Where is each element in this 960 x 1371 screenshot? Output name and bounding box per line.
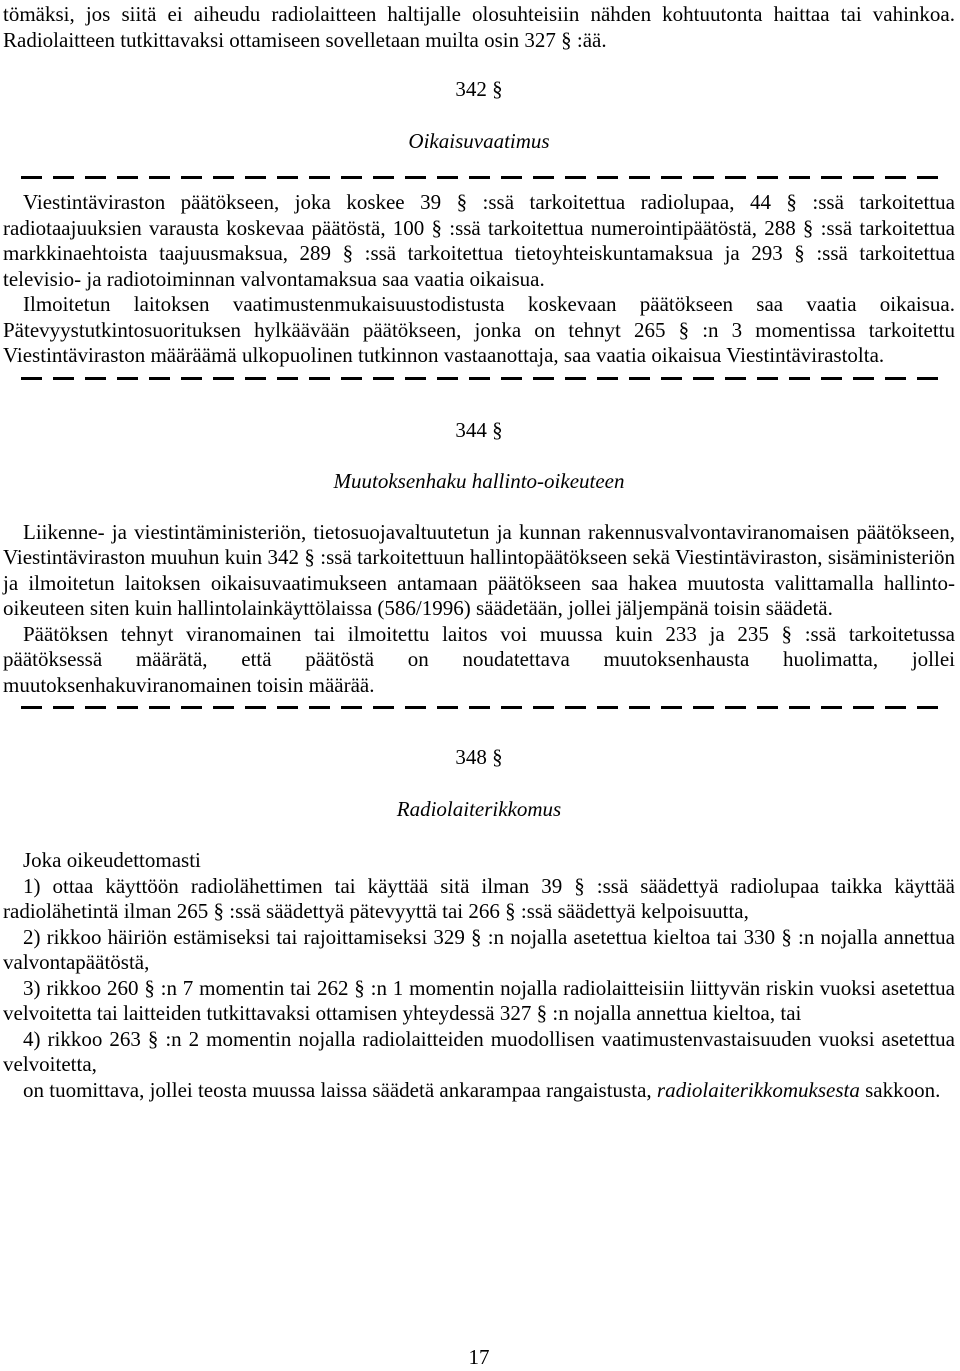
section-344-title: Muutoksenhaku hallinto-oikeuteen [333, 469, 625, 493]
section-342-paragraph-2: Ilmoitetun laitoksen vaatimustenmukaisuustodistusta koskevaan päätökseen saa vaatia oikaisua. Pätevyystutkintosuorituksen hylkäävään päätökseen, jonka on tehnyt 265 § :n 3 momentissa tarkoitettu Viestintäviraston määräämä ulkopuolinen tutkinnon vastaanottaja, saa vaatia oikaisua Viestintävirastolta. [3, 292, 955, 367]
section-342-title: Oikaisuvaatimus [408, 128, 550, 153]
page-number: 17 [468, 1345, 490, 1369]
section-348-title: Radiolaiterikkomus [396, 796, 562, 821]
section-344-number: 344 § [455, 417, 503, 442]
dashed-divider [21, 706, 949, 709]
closing-text: on tuomittava, jollei teosta muussa laissa säädetä ankarampaa rangaistusta, [23, 1077, 652, 1102]
section-348-number: 348 § [455, 745, 503, 769]
section-348-lead: Joka oikeudettomasti [23, 848, 201, 872]
section-342-number: 342 § [455, 77, 503, 101]
section-344-paragraph-1: Liikenne- ja viestintäministeriön, tietosuojavaltuutetun ja kunnan rakennusvalvontaviranomaisen päätökseen, Viestintäviraston muuhun kuin 342 § :ssä tarkoitettuun hallintopäätökseen sekä Viestintäviraston, sisäministeriön ja ilmoitetun laitoksen oikaisuvaatimukseen antamaan päätökseen saa hakea muutosta valittamalla hallinto-oikeuteen siten kuin hallintolainkäyttölaissa (586/1996) säädetään, jollei jäljempänä toisin säädetä. [3, 519, 955, 620]
list-item: 2) rikkoo häiriön estämiseksi tai rajoittamiseksi 329 § :n nojalla asetettua kieltoa tai 330 § :n nojalla annettua valvontapäätöstä, [3, 924, 955, 974]
dashed-divider [21, 176, 949, 179]
list-item: 4) rikkoo 263 § :n 2 momentin nojalla radiolaitteiden muodollisen vaatimustenvastaisuuden vuoksi asetettua velvoitetta, [3, 1026, 955, 1076]
intro-paragraph: tömäksi, jos siitä ei aiheudu radiolaitteen haltijalle olosuhteisiin nähden kohtuutonta haittaa tai vahinkoa. Radiolaitteen tutkittavaksi ottamiseen sovelletaan muilta osin 327 § :ää. [3, 2, 955, 52]
dashed-divider [21, 377, 949, 380]
section-344-paragraph-2: Päätöksen tehnyt viranomainen tai ilmoitettu laitos voi muussa kuin 233 ja 235 § :ssä tarkoitetussa päätöksessä määrätä, että päätöstä on noudatettava muutoksenhausta huolimatta, jollei muutoksenhakuviranomainen toisin määrää. [3, 621, 955, 697]
document-page [3, 2, 955, 1367]
closing-text-end: sakkoon. [865, 1077, 941, 1102]
offense-term: radiolaiterikkomuksesta [656, 1077, 860, 1102]
section-342-paragraph-1: Viestintäviraston päätökseen, joka koskee 39 § :ssä tarkoitettua radiolupaa, 44 § :ssä tarkoitettua radiotaajuuksien varausta koskevaa päätöstä, 100 § :ssä tarkoitettua numerointipäätöstä, 288 § :ssä tarkoitettua markkinaehtoista taajuusmaksua, 289 § :ssä tarkoitettua tietoyhteiskuntamaksua ja 293 § :ssä tarkoitettua televisio- ja radiotoiminnan valvontamaksua saa vaatia oikaisua. [3, 190, 955, 291]
list-item: 3) rikkoo 260 § :n 7 momentin tai 262 § :n 1 momentin nojalla radiolaitteisiin liittyvän riskin vuoksi asetettua velvoitetta tai laitteiden tutkittavaksi ottamisen yhteydessä 327 § :n nojalla annettua kieltoa, tai [3, 975, 955, 1025]
list-item: 1) ottaa käyttöön radiolähettimen tai käyttää sitä ilman 39 § :ssä säädettyä radiolupaa taikka käyttää radiolähetintä ilman 265 § :ssä säädettyä pätevyyttä tai 266 § :ssä säädettyä kelpoisuutta, [3, 873, 955, 923]
section-348-closing [3, 1078, 955, 1104]
